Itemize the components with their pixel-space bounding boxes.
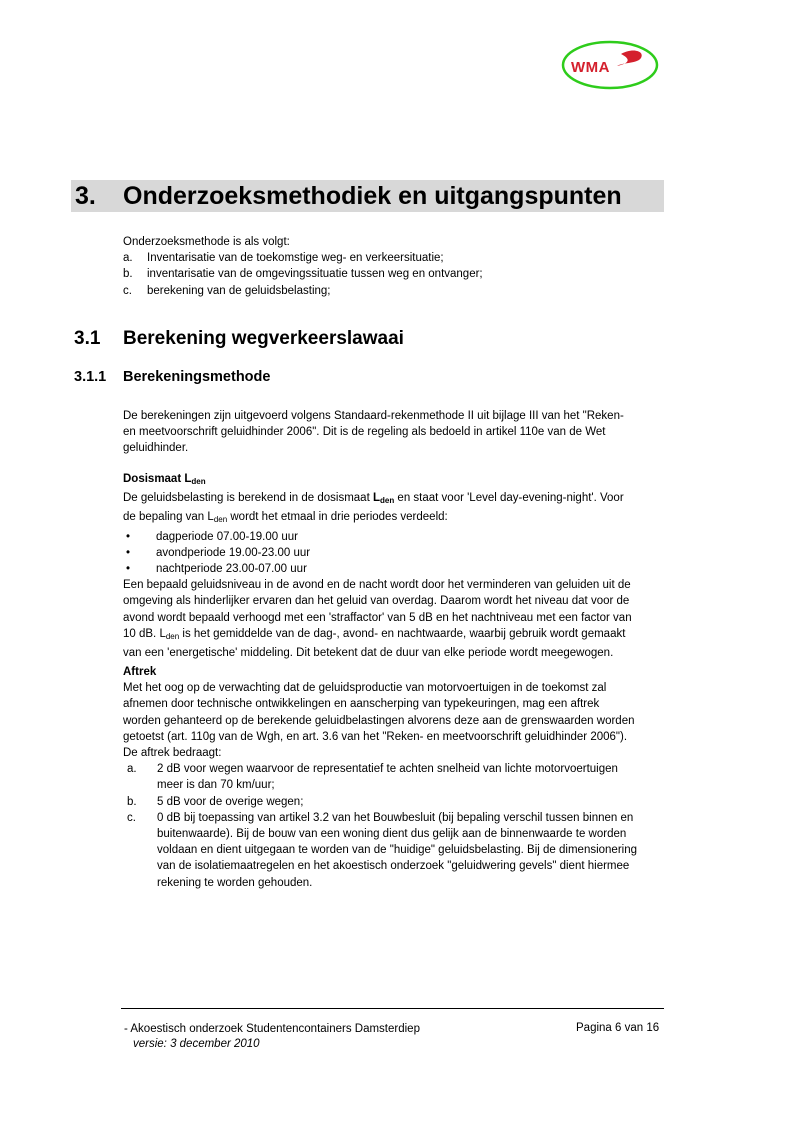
item-line: 5 dB voor de overige wegen; xyxy=(157,795,304,808)
footer-title: - Akoestisch onderzoek Studentencontainers Damsterdiep xyxy=(124,1023,420,1035)
period-item xyxy=(123,561,668,577)
text-span: is het gemiddelde van de dag-, avond- en nachtwaarde, waarbij gebruik wordt gemaakt xyxy=(179,627,626,640)
paragraph-line xyxy=(123,626,668,645)
bullet: • xyxy=(126,563,131,576)
paragraph-line xyxy=(123,509,668,528)
list-marker: c. xyxy=(123,284,132,297)
paragraph-line: avond wordt bepaald verhoogd met een 'straffactor' van 5 dB en het nachtniveau met een factor van xyxy=(123,611,632,624)
heading-text: Dosismaat L xyxy=(123,473,192,485)
paragraph-line: omgeving als hinderlijker ervaren dan het geluid van overdag. Daarom wordt het niveau dat voor de xyxy=(123,595,630,608)
intro-block xyxy=(123,234,668,299)
footer-page-number: Pagina 6 van 16 xyxy=(576,1022,660,1034)
paragraph-line: en meetvoorschrift geluidhinder 2006". Dit is de regeling als bedoeld in artikel 110e van de Wet xyxy=(123,426,606,439)
item-line: 2 dB voor wegen waarvoor de representatief te achten snelheid van lichte motorvoertuigen xyxy=(157,763,618,776)
paragraph-line: getoetst (art. 110g van de Wgh, en art. 3.6 van het "Reken- en meetvoorschrift geluidhinder 2006"). xyxy=(123,730,628,743)
aftrek-block xyxy=(123,664,668,891)
text-span: 10 dB. L xyxy=(123,627,166,640)
chapter-title: Onderzoeksmethodiek en uitgangspunten xyxy=(123,182,622,210)
intro-lead: Onderzoeksmethode is als volgt: xyxy=(123,236,290,248)
list-item-text: inventarisatie van de omgevingssituatie tussen weg en ontvanger; xyxy=(147,268,483,281)
intro-item xyxy=(123,266,668,282)
period-text: nachtperiode 23.00-07.00 uur xyxy=(156,563,307,576)
subsection-heading xyxy=(74,369,271,385)
list-marker: b. xyxy=(127,795,137,808)
item-line: voldaan en dient uitgegaan te worden van de "huidige" geluidsbelasting. Bij de dimensionering xyxy=(157,844,638,857)
intro-item xyxy=(123,250,668,266)
period-item xyxy=(123,529,668,545)
paragraph-line: De aftrek bedraagt: xyxy=(123,747,222,760)
paragraph-line: De berekeningen zijn uitgevoerd volgens Standaard-rekenmethode II uit bijlage III van het "Reken- xyxy=(123,410,624,422)
subscript: den xyxy=(380,496,395,506)
chapter-number: 3. xyxy=(75,182,96,210)
dosismaat-heading xyxy=(123,471,668,490)
list-marker: a. xyxy=(123,252,133,265)
paragraph-line: worden gehanteerd op de berekende geluidbelastingen alvorens deze aan de grenswaarden worden xyxy=(123,714,635,727)
chapter-heading xyxy=(71,180,664,212)
logo-text: WMA xyxy=(571,59,610,76)
aftrek-heading: Aftrek xyxy=(123,666,157,678)
list-item-text: Inventarisatie van de toekomstige weg- en verkeersituatie; xyxy=(147,252,444,265)
item-line: van de isolatiemaatregelen en het akoestisch onderzoek "geluidwering gevels" dient hiermee xyxy=(157,860,630,873)
item-line: rekening te worden gehouden. xyxy=(157,876,313,889)
text-span: wordt het etmaal in drie periodes verdeeld: xyxy=(227,511,448,524)
footer-version: versie: 3 december 2010 xyxy=(133,1038,260,1050)
bullet: • xyxy=(126,546,131,559)
dosismaat-block xyxy=(123,471,668,661)
methode-paragraph xyxy=(123,408,668,457)
paragraph-line xyxy=(123,490,668,509)
subscript: den xyxy=(165,631,180,641)
subsection-title: Berekeningsmethode xyxy=(123,369,271,385)
list-marker: b. xyxy=(123,268,133,281)
footer-left xyxy=(124,1022,420,1052)
text-span: de bepaling van L xyxy=(123,511,214,524)
list-marker: a. xyxy=(127,763,137,776)
aftrek-item xyxy=(123,810,668,891)
intro-item xyxy=(123,283,668,299)
paragraph-line: Een bepaald geluidsniveau in de avond en de nacht wordt door het verminderen van geluiden uit de xyxy=(123,579,631,592)
period-item xyxy=(123,545,668,561)
item-line: buitenwaarde). Bij de bouw van een woning dient dus gelijk aan de binnenwaarde te worden xyxy=(157,828,627,841)
heading-subscript: den xyxy=(191,477,206,486)
subsection-number: 3.1.1 xyxy=(74,369,107,385)
text-span: en staat voor 'Level day-evening-night'. Voor xyxy=(394,492,624,505)
paragraph-line: afnemen door technische ontwikkelingen en aanscherping van typekeuringen, mag een aftrek xyxy=(123,698,600,711)
paragraph-line: geluidhinder. xyxy=(123,442,189,455)
list-marker: c. xyxy=(127,811,136,824)
section-heading xyxy=(74,328,404,350)
period-text: dagperiode 07.00-19.00 uur xyxy=(156,530,298,543)
paragraph-line: Met het oog op de verwachting dat de geluidsproductie van motorvoertuigen in de toekomst zal xyxy=(123,682,607,695)
bullet: • xyxy=(126,530,131,543)
item-line: 0 dB bij toepassing van artikel 3.2 van het Bouwbesluit (bij bepaling verschil tussen binnen en xyxy=(157,811,634,824)
section-title: Berekening wegverkeerslawaai xyxy=(123,328,404,349)
aftrek-item xyxy=(123,761,668,793)
text-span: L xyxy=(372,492,380,505)
text-span: De geluidsbelasting is berekend in de dosismaat xyxy=(123,492,373,505)
aftrek-item xyxy=(123,794,668,810)
list-item-text: berekening van de geluidsbelasting; xyxy=(147,284,331,297)
footer-divider xyxy=(121,1008,664,1009)
period-text: avondperiode 19.00-23.00 uur xyxy=(156,546,311,559)
subscript: den xyxy=(213,515,228,525)
section-number: 3.1 xyxy=(74,328,101,349)
paragraph-line: van een 'energetische' middeling. Dit betekent dat de duur van elke periode wordt meegewogen. xyxy=(123,647,614,660)
item-line: meer is dan 70 km/uur; xyxy=(157,779,275,792)
